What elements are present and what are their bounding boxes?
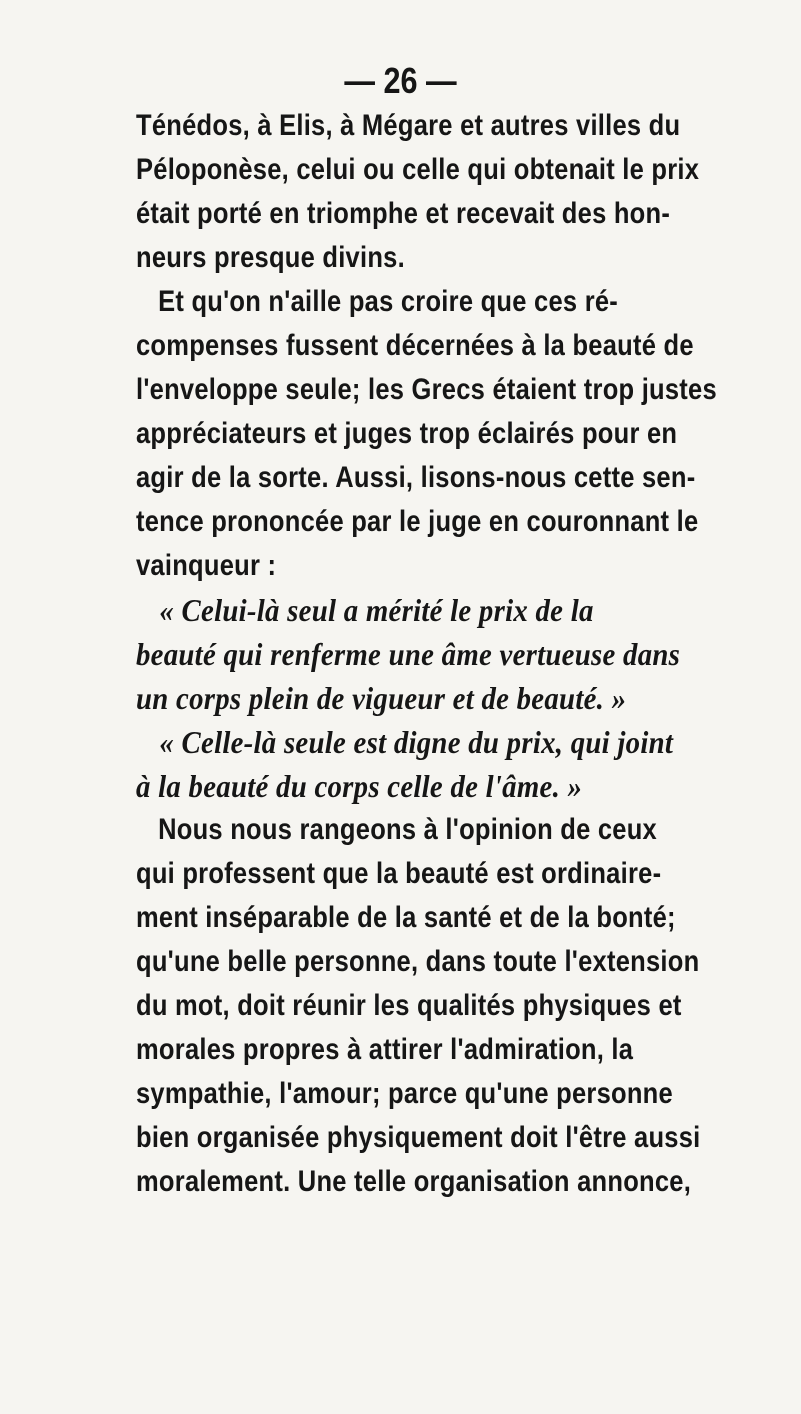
quote-line: un corps plein de vigueur et de beauté. »: [136, 680, 627, 716]
quote-line: « Celui-là seul a mérité le prix de la: [159, 592, 594, 628]
text-line: bien organisée physiquement doit l'être aussi: [136, 1121, 701, 1154]
text-line: agir de la sorte. Aussi, lisons-nous cette sen-: [136, 461, 696, 494]
quote-line: à la beauté du corps celle de l'âme. »: [136, 768, 583, 804]
text-line: Péloponèse, celui ou celle qui obtenait le prix: [136, 153, 700, 186]
body-text: [136, 104, 717, 1204]
text-line: compenses fussent décernées à la beauté de: [136, 329, 694, 362]
text-line: Nous nous rangeons à l'opinion de ceux: [158, 813, 657, 846]
text-line: tence prononcée par le juge en couronnant le: [136, 505, 699, 538]
text-line: Ténédos, à Elis, à Mégare et autres villes du: [136, 109, 681, 142]
text-line: Et qu'on n'aille pas croire que ces ré-: [158, 285, 619, 318]
text-line: morales propres à attirer l'admiration, la: [136, 1033, 634, 1066]
page-number: — 26 —: [344, 60, 457, 101]
text-line: neurs presque divins.: [136, 241, 405, 274]
text-line: sympathie, l'amour; parce qu'une personne: [136, 1077, 673, 1110]
text-line: du mot, doit réunir les qualités physiques et: [136, 989, 682, 1022]
text-line: appréciateurs et juges trop éclairés pour en: [136, 417, 678, 450]
quote-line: « Celle-là seule est digne du prix, qui joint: [159, 724, 674, 760]
text-line: qu'une belle personne, dans toute l'extension: [136, 945, 700, 978]
text-line: était porté en triomphe et recevait des hon-: [136, 197, 671, 230]
text-line: moralement. Une telle organisation annonce,: [136, 1165, 692, 1198]
quote-line: beauté qui renferme une âme vertueuse dans: [136, 636, 681, 672]
text-line: l'enveloppe seule; les Grecs étaient trop justes: [136, 373, 717, 406]
text-line: qui professent que la beauté est ordinaire-: [136, 857, 662, 890]
text-line: vainqueur :: [136, 549, 277, 582]
text-line: ment inséparable de la santé et de la bonté;: [136, 901, 676, 934]
